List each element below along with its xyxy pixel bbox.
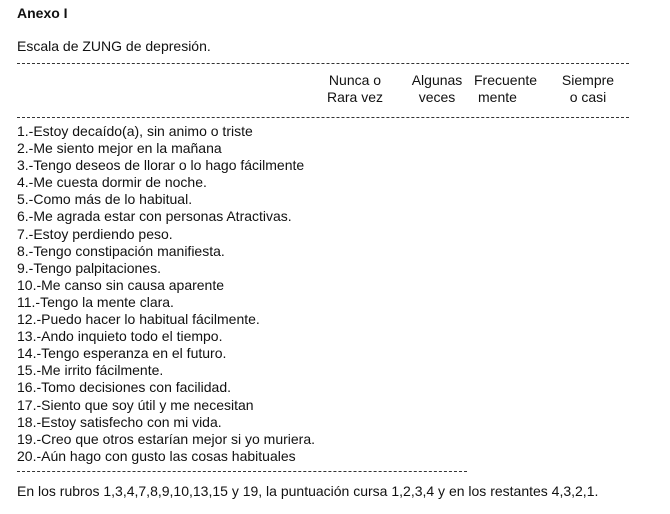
- column-header-line: veces: [418, 89, 456, 105]
- question-item: 17.-Siento que soy útil y me necesitan: [17, 396, 254, 413]
- column-header-never: [322, 72, 388, 106]
- column-header-line: Nunca o: [328, 72, 382, 88]
- question-item: 1.-Estoy decaído(a), sin animo o triste: [17, 123, 253, 139]
- question-item: 10.-Me canso sin causa aparente: [17, 276, 225, 293]
- dashed-divider-top: [17, 63, 629, 64]
- column-header-line: o casi: [569, 89, 607, 105]
- question-item: 7.-Estoy perdiendo peso.: [17, 225, 173, 242]
- column-header-sometimes: [406, 72, 468, 106]
- question-item: 12.-Puedo hacer lo habitual fácilmente.: [17, 311, 260, 328]
- question-item: 19.-Creo que otros estarían mejor si yo muriera.: [17, 430, 316, 447]
- column-header-line: Siempre: [561, 72, 615, 88]
- question-item: 11.-Tengo la mente clara.: [17, 293, 174, 310]
- scale-title: Escala de ZUNG de depresión.: [17, 38, 211, 54]
- question-item: 9.-Tengo palpitaciones.: [17, 259, 161, 276]
- column-header-line: Frecuente: [474, 72, 538, 88]
- annex-heading: Anexo I: [17, 5, 68, 21]
- column-header-frequently: [474, 72, 548, 106]
- question-list: [17, 123, 315, 465]
- scoring-footnote: En los rubros 1,3,4,7,8,9,10,13,15 y 19, la puntuación cursa 1,2,3,4 y en los restantes 4,3,2,1.: [17, 483, 599, 499]
- column-header-line: Rara vez: [326, 89, 384, 105]
- column-header-line: Algunas: [411, 72, 463, 88]
- question-item: 18.-Estoy satisfecho con mi vida.: [17, 413, 222, 430]
- dashed-divider-bottom: [17, 471, 467, 472]
- dashed-divider-middle: [17, 117, 629, 118]
- question-item: 3.-Tengo deseos de llorar o lo hago fácilmente: [17, 157, 305, 174]
- question-item: 8.-Tengo constipación manifiesta.: [17, 242, 225, 259]
- question-item: 14.-Tengo esperanza en el futuro.: [17, 345, 227, 362]
- question-item: 6.-Me agrada estar con personas Atractivas.: [17, 208, 292, 225]
- column-header-line: mente: [478, 89, 517, 105]
- question-item: 4.-Me cuesta dormir de noche.: [17, 174, 207, 191]
- question-item: 15.-Me irrito fácilmente.: [17, 362, 164, 379]
- question-item: 5.-Como más de lo habitual.: [17, 191, 193, 208]
- question-item: 2.-Me siento mejor en la mañana: [17, 140, 222, 157]
- question-item: 16.-Tomo decisiones con facilidad.: [17, 379, 232, 396]
- column-header-always: [556, 72, 620, 106]
- question-item: 20.-Aún hago con gusto las cosas habituales: [17, 447, 296, 464]
- question-item: 13.-Ando inquieto todo el tiempo.: [17, 328, 223, 345]
